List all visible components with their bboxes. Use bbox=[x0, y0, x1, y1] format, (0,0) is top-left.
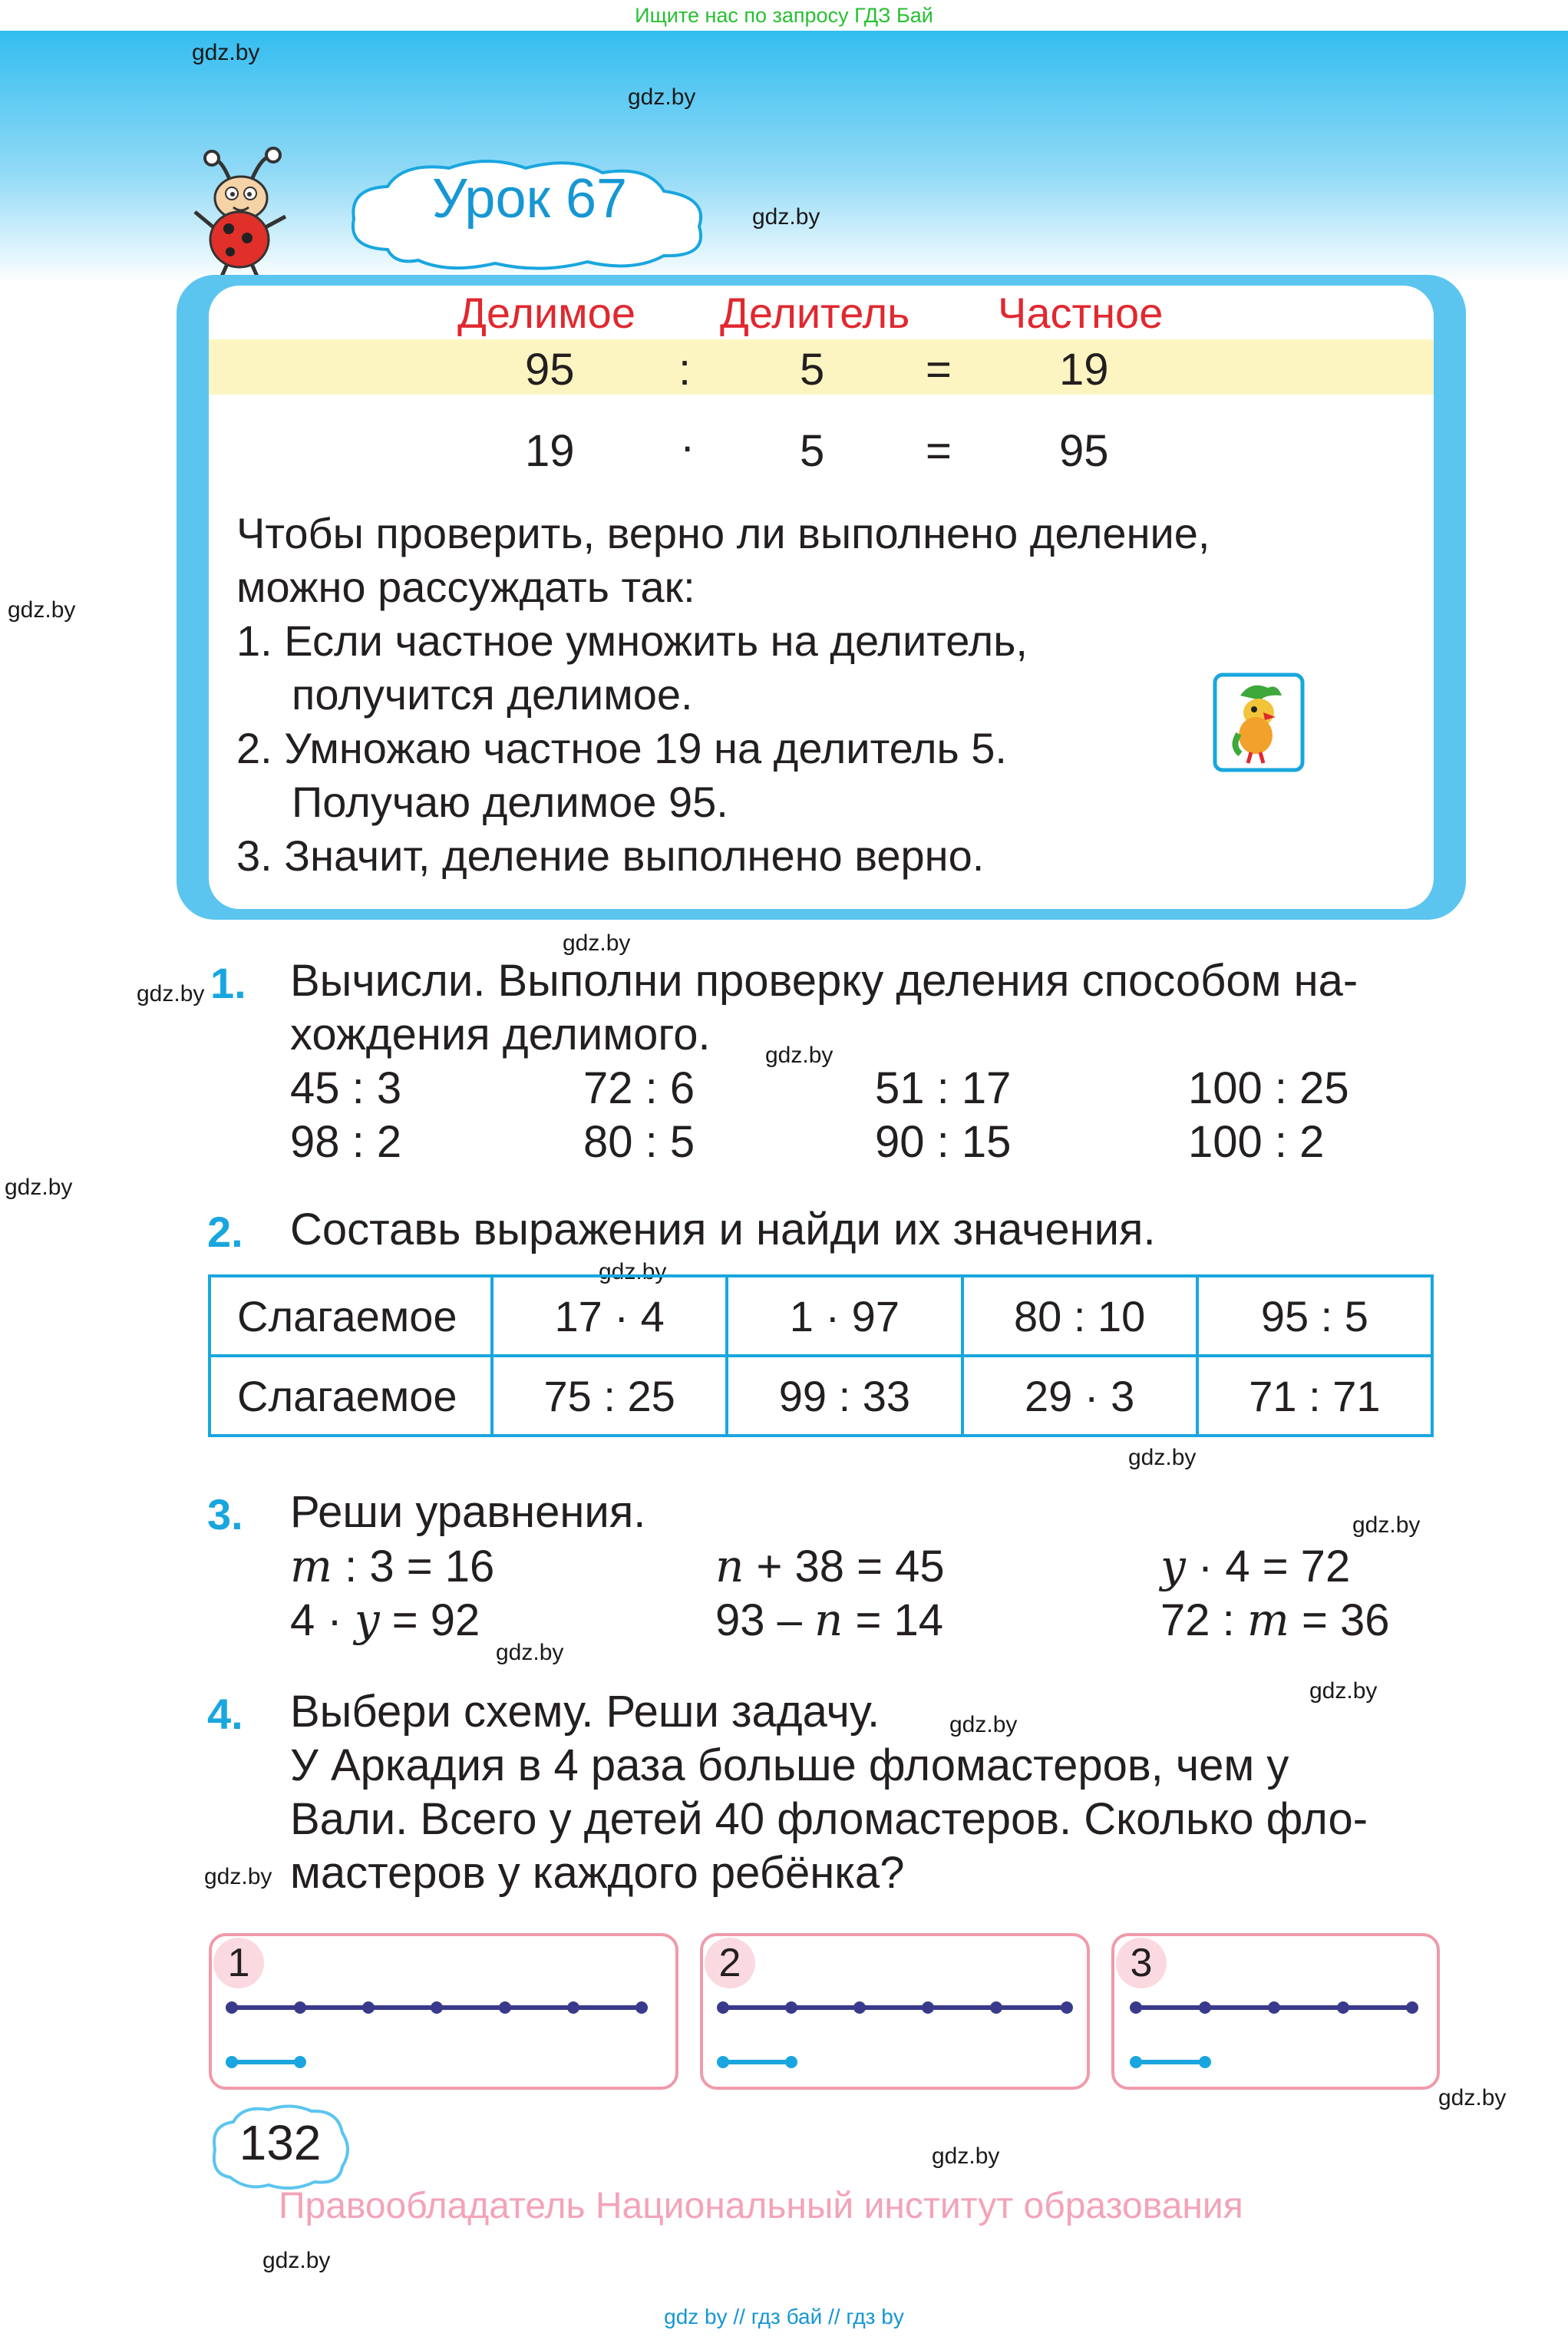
task-1-item: 72 : 6 bbox=[583, 1063, 695, 1113]
division-dividend: 95 bbox=[525, 345, 575, 395]
variable: m bbox=[290, 1540, 332, 1592]
watermark: gdz.by bbox=[1352, 1512, 1421, 1538]
step-number: 3. bbox=[236, 831, 272, 880]
division-quotient: 19 bbox=[1059, 345, 1109, 395]
equation bbox=[715, 1540, 945, 1592]
equation-prefix: 72 : bbox=[1160, 1595, 1247, 1645]
task-4-problem: Вали. Всего у детей 40 фломастеров. Сколько фло- bbox=[290, 1794, 1368, 1844]
scheme-3-diagram bbox=[1130, 2001, 1418, 2068]
ladybug-mascot-icon bbox=[190, 143, 298, 281]
task-1-text: Вычисли. Выполни проверку деления способом на- bbox=[290, 956, 1358, 1006]
variable: y bbox=[354, 1594, 380, 1646]
scheme-1-diagram bbox=[226, 2001, 648, 2068]
task-1-item: 100 : 2 bbox=[1188, 1117, 1325, 1167]
task-1-item: 80 : 5 bbox=[583, 1117, 695, 1167]
watermark: gdz.by bbox=[496, 1640, 564, 1665]
variable: m bbox=[1246, 1594, 1289, 1646]
equation bbox=[1160, 1540, 1350, 1592]
rule-line: Если частное умножить на делитель, bbox=[284, 616, 1028, 665]
watermark: gdz.by bbox=[5, 1175, 73, 1200]
variable: n bbox=[814, 1594, 843, 1646]
table-cell: 29 · 3 bbox=[962, 1356, 1197, 1436]
table-cell: 71 : 71 bbox=[1197, 1356, 1432, 1436]
parrot-card-icon bbox=[1213, 673, 1305, 772]
table-row-header: Слагаемое bbox=[210, 1276, 492, 1356]
equation-prefix: 4 · bbox=[290, 1595, 355, 1645]
equation-rest: + 38 = 45 bbox=[744, 1542, 945, 1591]
equation bbox=[715, 1594, 943, 1646]
scheme-2-diagram bbox=[717, 2001, 1073, 2068]
equation-rest: = 36 bbox=[1289, 1595, 1390, 1645]
table-cell: 1 · 97 bbox=[727, 1276, 962, 1356]
step-number: 2. bbox=[236, 724, 272, 772]
scheme-3-number: 3 bbox=[1116, 1938, 1167, 1988]
watermark: gdz.by bbox=[8, 597, 76, 623]
variable: y bbox=[1160, 1540, 1186, 1592]
table-row bbox=[210, 1356, 1432, 1436]
task-1-item: 90 : 15 bbox=[875, 1117, 1012, 1167]
label-quotient: Частное bbox=[998, 289, 1164, 337]
label-divisor: Делитель bbox=[720, 289, 910, 337]
task-4-problem: У Аркадия в 4 раза больше фломастеров, чем у bbox=[290, 1740, 1289, 1790]
watermark: gdz.by bbox=[1128, 1445, 1197, 1470]
watermark: gdz.by bbox=[1309, 1678, 1378, 1704]
task-1-text: хождения делимого. bbox=[290, 1010, 711, 1059]
variable: n bbox=[715, 1540, 744, 1592]
division-operator: : bbox=[678, 345, 692, 395]
task-4-number: 4. bbox=[207, 1690, 243, 1738]
table-cell: 95 : 5 bbox=[1197, 1276, 1432, 1356]
expressions-table bbox=[208, 1274, 1434, 1437]
equation-rest: = 92 bbox=[379, 1595, 480, 1645]
equation bbox=[1160, 1594, 1389, 1646]
task-4-text: Выбери схему. Реши задачу. bbox=[290, 1687, 880, 1737]
watermark: gdz.by bbox=[1438, 2085, 1507, 2110]
equation-prefix: 93 – bbox=[715, 1595, 814, 1645]
watermark: gdz.by bbox=[628, 84, 696, 110]
task-3-text: Реши уравнения. bbox=[290, 1487, 646, 1537]
equation bbox=[290, 1540, 494, 1592]
division-equals: = bbox=[926, 345, 952, 395]
table-cell: 17 · 4 bbox=[492, 1276, 727, 1356]
check-quotient: 19 bbox=[525, 426, 575, 476]
label-dividend: Делимое bbox=[457, 289, 635, 337]
step-number: 1. bbox=[236, 616, 272, 665]
top-banner[interactable]: Ищите нас по запросу ГДЗ Бай bbox=[0, 0, 1568, 31]
rule-line: Чтобы проверить, верно ли выполнено деление, bbox=[236, 509, 1210, 557]
watermark: gdz.by bbox=[192, 40, 260, 65]
rule-step-3 bbox=[236, 829, 1210, 883]
watermark: gdz.by bbox=[204, 1864, 272, 1889]
equation bbox=[290, 1594, 480, 1646]
lesson-title: Урок 67 bbox=[431, 168, 628, 230]
task-2-text: Составь выражения и найди их значения. bbox=[290, 1205, 1156, 1254]
watermark: gdz.by bbox=[599, 1259, 667, 1284]
task-1-item: 45 : 3 bbox=[290, 1063, 402, 1113]
table-row-header: Слагаемое bbox=[210, 1356, 492, 1436]
rule-line: можно рассуждать так: bbox=[236, 563, 695, 611]
rule-line: Получаю делимое 95. bbox=[292, 778, 728, 826]
table-row bbox=[210, 1276, 1432, 1356]
rule-line: Умножаю частное 19 на делитель 5. bbox=[284, 724, 1007, 772]
rule-explanation bbox=[236, 507, 1210, 883]
watermark: gdz.by bbox=[752, 204, 820, 230]
rule-step-1 bbox=[236, 614, 1210, 668]
watermark: gdz.by bbox=[949, 1712, 1018, 1737]
task-1-item: 100 : 25 bbox=[1188, 1063, 1349, 1113]
task-1-item: 51 : 17 bbox=[875, 1063, 1012, 1113]
check-dividend: 95 bbox=[1059, 426, 1109, 476]
table-cell: 99 : 33 bbox=[727, 1356, 962, 1436]
watermark: gdz.by bbox=[563, 930, 631, 956]
copyright: Правообладатель Национальный институт образования bbox=[279, 2186, 1243, 2226]
check-equals: = bbox=[926, 426, 952, 476]
check-operator: · bbox=[680, 421, 695, 471]
rule-line: Значит, деление выполнено верно. bbox=[284, 831, 985, 880]
equation-rest: = 14 bbox=[843, 1595, 943, 1645]
division-divisor: 5 bbox=[800, 345, 825, 395]
equation-rest: : 3 = 16 bbox=[332, 1542, 495, 1591]
watermark: gdz.by bbox=[137, 981, 205, 1006]
rule-step-2 bbox=[236, 722, 1210, 775]
scheme-2-number: 2 bbox=[705, 1938, 755, 1988]
task-4-problem: мастеров у каждого ребёнка? bbox=[290, 1848, 905, 1898]
check-divisor: 5 bbox=[800, 426, 825, 476]
task-3-number: 3. bbox=[207, 1490, 243, 1539]
table-cell: 75 : 25 bbox=[492, 1356, 727, 1436]
watermark: gdz.by bbox=[765, 1043, 834, 1068]
task-2-number: 2. bbox=[207, 1208, 243, 1256]
task-1-number: 1. bbox=[210, 959, 246, 1007]
equation-rest: · 4 = 72 bbox=[1185, 1542, 1351, 1591]
scheme-diagrams bbox=[215, 1988, 1435, 2081]
watermark: gdz.by bbox=[932, 2143, 1000, 2169]
bottom-links[interactable]: gdz by // гдз бай // гдз by bbox=[664, 2305, 904, 2328]
watermark: gdz.by bbox=[262, 2248, 331, 2273]
scheme-1-number: 1 bbox=[213, 1938, 264, 1988]
task-1-item: 98 : 2 bbox=[290, 1117, 402, 1167]
rule-line: получится делимое. bbox=[292, 670, 693, 719]
page-number: 132 bbox=[239, 2115, 322, 2170]
table-cell: 80 : 10 bbox=[962, 1276, 1197, 1356]
